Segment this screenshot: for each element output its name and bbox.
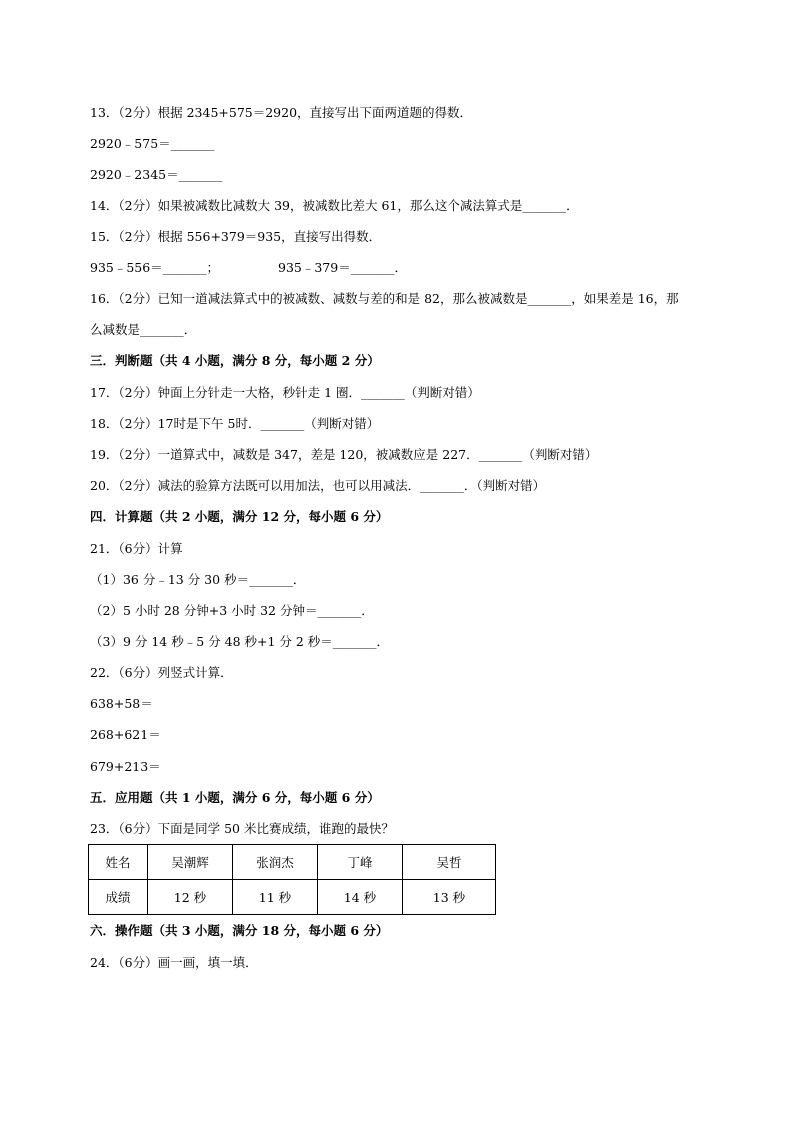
section-5-heading: 五．应用题（共 1 小题，满分 6 分，每小题 6 分）	[90, 790, 380, 805]
question-21-part-3: （3）9 分 14 秒﹣5 分 48 秒+1 分 2 秒＝_______．	[90, 634, 390, 649]
question-18: 18．（2分）17时是下午 5时．_______（判断对错）	[90, 416, 380, 431]
question-15-part-a: 935﹣556＝_______；	[90, 260, 219, 275]
question-15: 15．（2分）根据 556+379＝935，直接写出得数．	[90, 229, 382, 244]
question-13: 13．（2分）根据 2345+575＝2920，直接写出下面两道题的得数．	[90, 105, 473, 120]
table-cell: 吴潮辉	[148, 845, 233, 880]
table-cell: 14 秒	[318, 880, 403, 915]
question-16: 16．（2分）已知一道减法算式中的被减数、减数与差的和是 82，那么被减数是_______，如果差是 16，那	[90, 291, 679, 306]
question-14: 14．（2分）如果被减数比减数大 39，被减数比差大 61，那么这个减法算式是_______．	[90, 198, 579, 213]
question-21: 21．（6分）计算	[90, 541, 183, 556]
section-3-heading: 三．判断题（共 4 小题，满分 8 分，每小题 2 分）	[90, 353, 380, 368]
question-20: 20．（2分）减法的验算方法既可以用加法，也可以用减法．_______．（判断对错）	[90, 478, 546, 493]
question-21-part-1: （1）36 分﹣13 分 30 秒＝_______．	[90, 572, 306, 587]
question-22-part-c: 679+213＝	[90, 759, 161, 774]
table-row	[89, 880, 496, 915]
question-19: 19．（2分）一道算式中，减数是 347，差是 120，被减数应是 227．_______（判断对错）	[90, 447, 598, 462]
table-cell: 吴哲	[403, 845, 496, 880]
question-13-part-b: 2920﹣2345＝_______	[90, 167, 223, 182]
question-23: 23．（6分）下面是同学 50 米比赛成绩，谁跑的最快？	[90, 821, 394, 836]
table-cell: 丁峰	[318, 845, 403, 880]
table-cell: 姓名	[89, 845, 148, 880]
section-6-heading: 六．操作题（共 3 小题，满分 18 分，每小题 6 分）	[90, 923, 389, 938]
question-22-part-b: 268+621＝	[90, 727, 161, 742]
question-17: 17．（2分）钟面上分针走一大格，秒针走 1 圈．_______（判断对错）	[90, 385, 480, 400]
table-cell: 13 秒	[403, 880, 496, 915]
race-results-table	[88, 844, 496, 915]
section-4-heading: 四．计算题（共 2 小题，满分 12 分，每小题 6 分）	[90, 509, 389, 524]
table-cell: 11 秒	[233, 880, 318, 915]
question-13-part-a: 2920﹣575＝_______	[90, 136, 215, 151]
question-16-continued: 么减数是_______．	[90, 322, 197, 337]
table-cell: 12 秒	[148, 880, 233, 915]
question-15-part-b: 935﹣379＝_______．	[278, 260, 407, 275]
question-22-part-a: 638+58＝	[90, 696, 153, 711]
question-24: 24．（6分）画一画，填一填．	[90, 955, 258, 970]
question-21-part-2: （2）5 小时 28 分钟+3 小时 32 分钟＝_______．	[90, 603, 374, 618]
table-header-row	[89, 845, 496, 880]
question-22: 22．（6分）列竖式计算．	[90, 665, 233, 680]
table-cell: 张润杰	[233, 845, 318, 880]
table-cell: 成绩	[89, 880, 148, 915]
